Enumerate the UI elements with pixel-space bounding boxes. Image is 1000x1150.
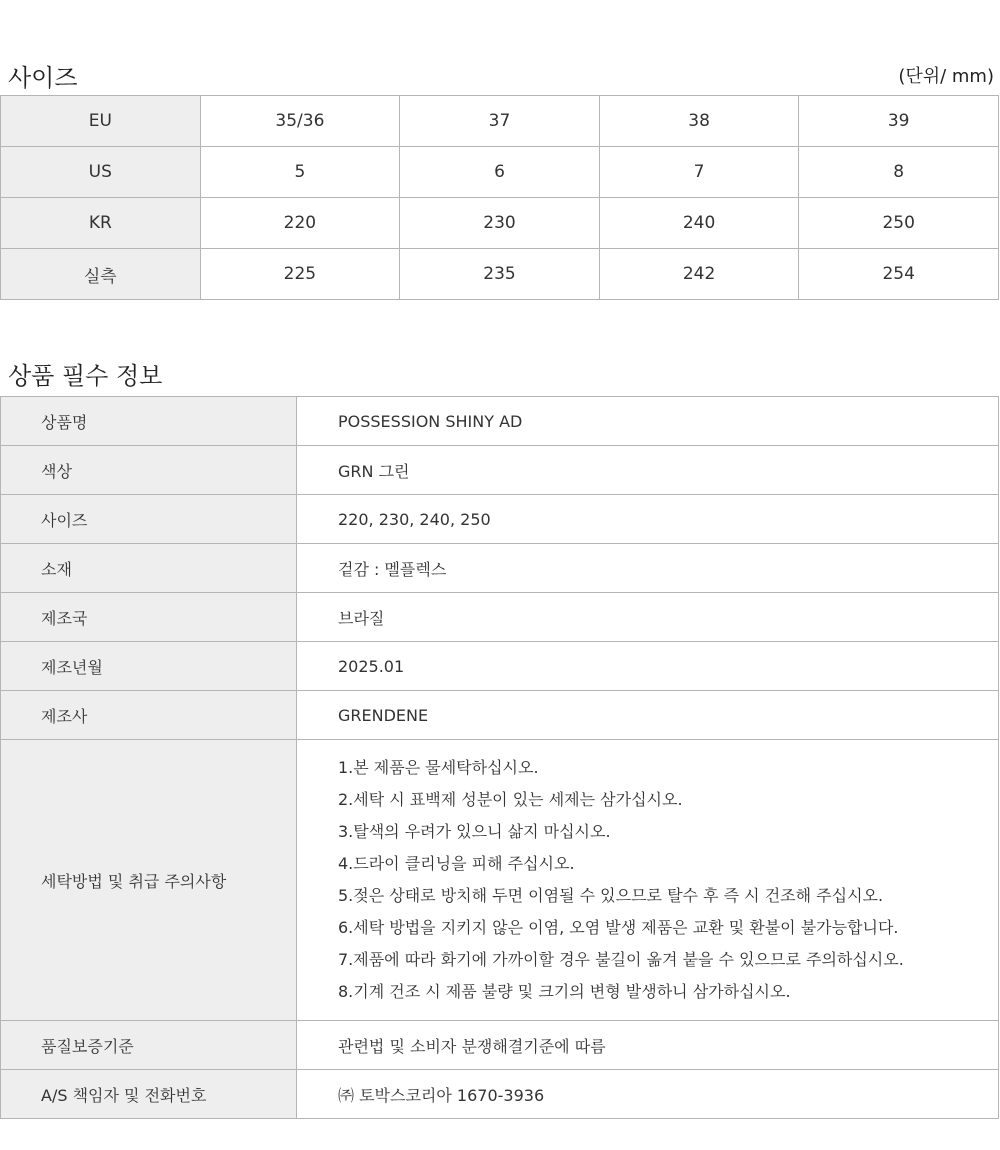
care-line: 3.탈색의 우려가 있으니 삶지 마십시오. [338,822,611,841]
info-label: 사이즈 [1,495,297,544]
size-cell: 38 [599,96,799,147]
info-row-material [1,544,999,593]
info-row-as-contact [1,1070,999,1119]
size-cell: 240 [599,198,799,249]
info-row-quality-standard [1,1021,999,1070]
info-row-manufacturer [1,691,999,740]
info-section-title: 상품 필수 정보 [8,362,163,390]
info-label: 소재 [1,544,297,593]
care-line: 4.드라이 클리닝을 피해 주십시오. [338,854,575,873]
size-cell: 235 [400,249,600,300]
size-cell: 35/36 [200,96,400,147]
size-row-label: 실측 [1,249,201,300]
size-cell: 225 [200,249,400,300]
info-label: 제조사 [1,691,297,740]
size-cell: 254 [799,249,999,300]
size-cell: 7 [599,147,799,198]
info-label: 제조년월 [1,642,297,691]
size-row-eu [1,96,999,147]
info-label: 상품명 [1,397,297,446]
care-line: 8.기계 건조 시 제품 불량 및 크기의 변형 발생하니 삼가하십시오. [338,982,791,1001]
info-row-care [1,740,999,1021]
unit-label: (단위/ mm) [898,66,994,87]
product-info-table [0,396,999,1119]
care-line: 2.세탁 시 표백제 성분이 있는 세제는 삼가십시오. [338,790,683,809]
size-row-us [1,147,999,198]
info-value: GRN 그린 [297,446,999,495]
size-cell: 37 [400,96,600,147]
size-row-label: KR [1,198,201,249]
info-row-manufacture-date [1,642,999,691]
info-value: POSSESSION SHINY AD [297,397,999,446]
care-instructions [297,740,999,1021]
info-value: ㈜ 토박스코리아 1670-3936 [297,1070,999,1119]
size-cell: 230 [400,198,600,249]
care-line: 1.본 제품은 물세탁하십시오. [338,758,539,777]
size-cell: 250 [799,198,999,249]
info-value: 겉감 : 멜플렉스 [297,544,999,593]
info-row-country [1,593,999,642]
info-row-product-name [1,397,999,446]
size-cell: 220 [200,198,400,249]
size-cell: 6 [400,147,600,198]
info-value: GRENDENE [297,691,999,740]
info-row-size [1,495,999,544]
info-value: 브라질 [297,593,999,642]
info-label: 제조국 [1,593,297,642]
info-row-color [1,446,999,495]
care-line: 6.세탁 방법을 지키지 않은 이염, 오염 발생 제품은 교환 및 환불이 불가능합니다. [338,918,899,937]
size-row-measured [1,249,999,300]
size-cell: 242 [599,249,799,300]
size-row-label: EU [1,96,201,147]
size-table [0,95,999,300]
size-section-title: 사이즈 [8,64,78,92]
info-label: 품질보증기준 [1,1021,297,1070]
info-label: 색상 [1,446,297,495]
care-line: 7.제품에 따라 화기에 가까이할 경우 불길이 옮겨 붙을 수 있으므로 주의하십시오. [338,950,904,969]
info-label: 세탁방법 및 취급 주의사항 [1,740,297,1021]
size-row-kr [1,198,999,249]
size-cell: 8 [799,147,999,198]
info-value: 관련법 및 소비자 분쟁해결기준에 따름 [297,1021,999,1070]
care-line: 5.젖은 상태로 방치해 두면 이염될 수 있으므로 탈수 후 즉 시 건조해 주십시오. [338,886,884,905]
size-row-label: US [1,147,201,198]
info-value: 2025.01 [297,642,999,691]
size-cell: 5 [200,147,400,198]
info-label: A/S 책임자 및 전화번호 [1,1070,297,1119]
info-value: 220, 230, 240, 250 [297,495,999,544]
size-cell: 39 [799,96,999,147]
